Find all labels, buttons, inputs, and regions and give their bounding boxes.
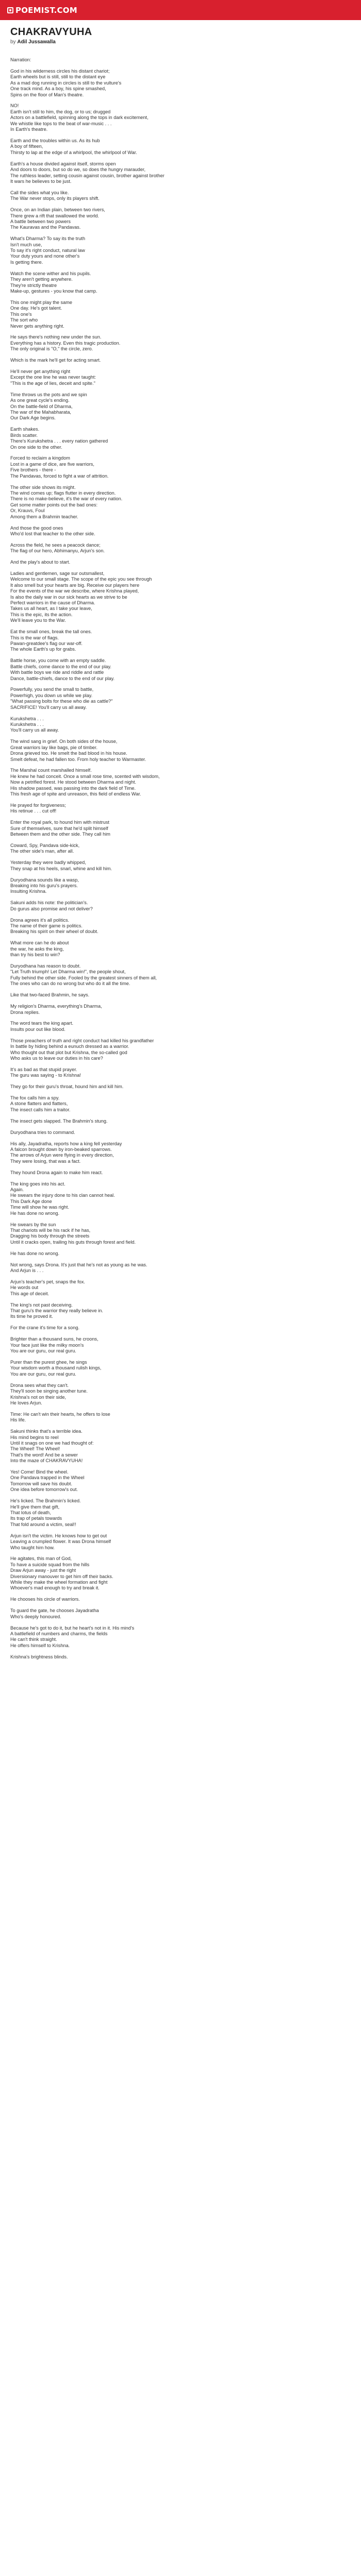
poem-line: Insulting Krishna. bbox=[10, 889, 47, 894]
stanza bbox=[10, 1325, 351, 1331]
poem-line: Its time he proved it. bbox=[10, 1314, 53, 1319]
poem-line: For the crane it's time for a song. bbox=[10, 1325, 80, 1331]
poem-line: SACRIFICE! You'll carry us all away. bbox=[10, 704, 87, 710]
stanza bbox=[10, 1608, 351, 1620]
stanza bbox=[10, 900, 351, 912]
poem-line: Insults pour out like blood. bbox=[10, 1026, 65, 1032]
poem-line: One idea before tomorrow's out. bbox=[10, 1487, 78, 1493]
poem-line: It's as bad as that stupid prayer. bbox=[10, 1066, 77, 1072]
stanza bbox=[10, 485, 351, 520]
poem-line: They go for their guru's throat, hound him and kill him. bbox=[10, 1084, 124, 1090]
stanza bbox=[10, 207, 351, 231]
poem-line: For the events of the war we describe, where Krishna played, bbox=[10, 588, 139, 594]
poem-line: The word tears the king apart. bbox=[10, 1021, 74, 1026]
poem-line: Except the one line he was never taught: bbox=[10, 375, 96, 380]
poem-line: Earth isn't still to him, the dog, or to us; drugged bbox=[10, 109, 111, 114]
stanza bbox=[10, 334, 351, 352]
poem-line: Do gurus also promise and not deliver? bbox=[10, 906, 93, 911]
poem-line: Who asks us to leave our duties in his care? bbox=[10, 1055, 103, 1061]
poem-line: Between them and the other side. They call him bbox=[10, 832, 110, 837]
poem-line: And those the good ones bbox=[10, 525, 63, 531]
poem-line: Smelt defeat, he had fallen too. From holy teacher to Warmaster. bbox=[10, 756, 146, 762]
poem-line: Until it snags on one we had thought of: bbox=[10, 1440, 94, 1446]
poem-line: Forced to reclaim a kingdom bbox=[10, 455, 70, 461]
poem-line: The wind comes up; flags flutter in every direction. bbox=[10, 490, 116, 496]
poem-line: He'll give them that gift, bbox=[10, 1504, 60, 1510]
poem-line: You'll carry us all away. bbox=[10, 727, 59, 733]
poem-line: In battle by hiding behind a eunuch dressed as a warrior. bbox=[10, 1044, 129, 1049]
poem-line: Those preachers of truth and right conduct had killed his grandfather bbox=[10, 1038, 154, 1043]
poem-line: A battle between two powers bbox=[10, 218, 71, 224]
poem-body bbox=[10, 57, 351, 1660]
poem-line: Sure of themselves, sure that he'd split himself bbox=[10, 825, 108, 831]
poem-line: Time will show he was right. bbox=[10, 1205, 70, 1210]
poem-line: Drona replies. bbox=[10, 1009, 40, 1015]
poem-line: Perfect warriors in the cause of Dharma. bbox=[10, 600, 95, 606]
poem-line: NO! bbox=[10, 103, 19, 109]
poem-line: The wind sang in grief. On both sides of the house, bbox=[10, 739, 118, 744]
poem-line: This Dark Age done bbox=[10, 1198, 52, 1204]
poem-line: We'll leave you to the War. bbox=[10, 618, 66, 623]
poem-line: What's Dharma? To say its the truth bbox=[10, 236, 86, 242]
poem-line: And doors to doors, but so do we, so does the hungry marauder, bbox=[10, 167, 146, 173]
poem-line: His mind begins to reel bbox=[10, 1434, 59, 1440]
poem-line: Until it cracks open, trailing his guts through forest and field. bbox=[10, 1239, 136, 1245]
poem-line: The War never stops, only its players shift. bbox=[10, 196, 100, 201]
poem-line: Dragging his body through the streets bbox=[10, 1233, 90, 1239]
poem-line: The other side shows its might. bbox=[10, 484, 76, 490]
poem-line: Again. bbox=[10, 1187, 24, 1193]
poem-line: The only original is "O," the circle, zero. bbox=[10, 346, 93, 352]
stanza bbox=[10, 138, 351, 156]
poem-line: "Let Truth triumph! Let Dharma win!", the people shout, bbox=[10, 969, 126, 975]
poem-line: Takes us all heart, as I take your leave, bbox=[10, 606, 92, 612]
poem-line: The king's not past deceiving. bbox=[10, 1302, 73, 1308]
stanza bbox=[10, 236, 351, 265]
poem-line: Duryodhana has reason to doubt. bbox=[10, 963, 81, 969]
poem-line: A stone flatters and flatters, bbox=[10, 1101, 68, 1107]
stanza bbox=[10, 526, 351, 537]
poem-line: Great warriors lay like bags, pie of timber. bbox=[10, 744, 98, 750]
stanza bbox=[10, 369, 351, 386]
stanza bbox=[10, 392, 351, 421]
poem-line: The flag of our hero, Abhimanyu, Arjun's son. bbox=[10, 548, 105, 554]
poem-line: Isn't much use, bbox=[10, 242, 42, 247]
poem-line: He swears the injury done to his clan cannot heal. bbox=[10, 1193, 115, 1198]
stanza bbox=[10, 1360, 351, 1377]
poem-line: Our Dark Age begins. bbox=[10, 415, 56, 421]
stanza bbox=[10, 571, 351, 624]
poem-line: His life. bbox=[10, 1417, 26, 1423]
poem-line: On the battle-field of Dharma, bbox=[10, 403, 73, 409]
poem-line: Is getting there. bbox=[10, 259, 43, 265]
poem-line: Its trap of petals towards bbox=[10, 1516, 62, 1521]
poem-line: Drona grieved too. He smelt the bad blood in his house. bbox=[10, 751, 127, 756]
poem-line: This fresh age of spite and unreason, this field of endless War. bbox=[10, 791, 141, 797]
poem-line: the war, he asks the king, bbox=[10, 946, 64, 952]
stanza bbox=[10, 658, 351, 682]
poem-line: The Pandavas, forced to fight a war of attrition. bbox=[10, 473, 109, 479]
poem-line: That lotus of death, bbox=[10, 1510, 51, 1515]
stanza bbox=[10, 1469, 351, 1493]
poem-line: That fold around a victim, seal!! bbox=[10, 1521, 76, 1527]
poem-line: That chariots will be his rack if he has, bbox=[10, 1227, 91, 1233]
poem-line: They hound Drona again to make him react. bbox=[10, 1170, 103, 1175]
poem-container bbox=[0, 20, 361, 2576]
poem-line: He has done no wrong. bbox=[10, 1210, 60, 1216]
poem-line: Your duty yours and none other's bbox=[10, 253, 80, 259]
poem-line: Like that two-faced Brahmin, he says. bbox=[10, 992, 90, 998]
poem-line: Who thought out that plot but Krishna, the so-called god bbox=[10, 1049, 127, 1055]
poem-line: This one might play the same bbox=[10, 299, 73, 305]
poem-line: Which is the mark he'll get for acting smart. bbox=[10, 358, 101, 363]
stanza bbox=[10, 1412, 351, 1423]
poem-line: A boy of fifteen, bbox=[10, 144, 43, 149]
poem-line: And the play's about to start. bbox=[10, 560, 71, 565]
poem-line: Thirsty to lap at the edge of a whirlpool, the whirlpool of War. bbox=[10, 149, 137, 155]
poem-line: Krishna's not on their side, bbox=[10, 1394, 66, 1400]
stanza bbox=[10, 1533, 351, 1551]
stanza bbox=[10, 1597, 351, 1602]
poem-line: With battle boys we ride and riddle and rattle bbox=[10, 670, 104, 675]
poem-line: The arrows of Arjun were flying in every direction, bbox=[10, 1153, 114, 1158]
poem-line: The guru was saying - to Krishna! bbox=[10, 1073, 81, 1078]
poem-line: Five brothers - there - bbox=[10, 467, 56, 473]
poem-line: Actors on a battlefield, spinning along the tops in dark excitement, bbox=[10, 115, 149, 121]
poem-line: His retinue . . . cut off! bbox=[10, 808, 57, 814]
poem-line: The insect gets slapped. The Brahmin's stung. bbox=[10, 1118, 108, 1124]
stanza bbox=[10, 161, 351, 185]
poem-line: Watch the scene wither and his pupils. bbox=[10, 270, 91, 276]
poem-line: Narration: bbox=[10, 57, 31, 62]
poem-line: Earth's a house divided against itself, storms open bbox=[10, 161, 116, 166]
poem-line: Eat the small ones, break the tall ones. bbox=[10, 629, 92, 635]
poem-line: That guru's the warrior they really believe in. bbox=[10, 1308, 103, 1314]
poem-line: There's Kurukshetra . . . every nation gathered bbox=[10, 438, 108, 444]
stanza bbox=[10, 69, 351, 98]
stanza bbox=[10, 1302, 351, 1320]
poem-line: His ally, Jayadratha, reports how a king fell yesterday bbox=[10, 1141, 122, 1146]
stanza bbox=[10, 820, 351, 837]
poem-line: He has done no wrong. bbox=[10, 1250, 60, 1256]
stanza bbox=[10, 103, 351, 132]
poem-line: Sakuni adds his note: the politician's. bbox=[10, 900, 88, 906]
poem-line: Battle horse, you come with an empty saddle. bbox=[10, 658, 106, 664]
poem-line: That's the word! And be a sewer bbox=[10, 1452, 78, 1458]
stanza bbox=[10, 190, 351, 202]
poem-line: Kurukshetra . . . bbox=[10, 721, 44, 727]
stanza bbox=[10, 300, 351, 329]
poem-line: Once, on an Indian plain, between two rivers, bbox=[10, 207, 105, 213]
stanza bbox=[10, 1222, 351, 1246]
poem-line: Yes! Come! Bind the wheel. bbox=[10, 1469, 69, 1475]
stanza bbox=[10, 1004, 351, 1015]
poem-line: Fully behind the other side. Fooled by the greatest sinners of them all, bbox=[10, 975, 157, 980]
poem-line: The whole Earth's up for grabs. bbox=[10, 647, 76, 652]
poem-line: Who's deeply honoured. bbox=[10, 1614, 61, 1619]
stanza bbox=[10, 629, 351, 653]
logo-text: POEMIST.COM bbox=[15, 5, 77, 15]
stanza bbox=[10, 57, 351, 63]
poem-line: Arjun's teacher's pet, snaps the fox. bbox=[10, 1279, 85, 1284]
poem-line: Your wisdom worth a thousand rulish kings, bbox=[10, 1365, 102, 1371]
poem-line: Powerhigh, you down us while we play. bbox=[10, 692, 93, 698]
stanza bbox=[10, 455, 351, 479]
poem-line: Earth wheels but is still, still to the distant eye bbox=[10, 74, 106, 80]
stanza bbox=[10, 1170, 351, 1176]
poem-line: This is the war of flags. bbox=[10, 635, 59, 640]
stanza bbox=[10, 877, 351, 895]
stanza bbox=[10, 1383, 351, 1406]
poem-line: They're strictly theatre bbox=[10, 282, 57, 288]
poem-line: To guard the gate, he chooses Jayadratha bbox=[10, 1608, 99, 1614]
stanza bbox=[10, 1130, 351, 1136]
poem-line: The fox calls him a spy. bbox=[10, 1095, 60, 1101]
poem-line: On one side to the other. bbox=[10, 444, 62, 450]
stanza bbox=[10, 803, 351, 815]
poem-line: Is also the daily war in our sick hearts as we strive to be bbox=[10, 594, 127, 600]
poem-line: Welcome to our small stage. The scope of the epic you see through bbox=[10, 577, 152, 582]
poem-line: Tomorrow will save his doubt. bbox=[10, 1481, 72, 1486]
stanza bbox=[10, 1118, 351, 1124]
stanza bbox=[10, 560, 351, 565]
poem-line: To have a suicide squad from the hills bbox=[10, 1562, 90, 1567]
poem-line: The war of the Mahabharata, bbox=[10, 410, 71, 415]
poem-line: God in his wilderness circles his distant chariot; bbox=[10, 68, 110, 74]
stanza bbox=[10, 1336, 351, 1354]
poem-line: Time: He can't win their hearts, he offers to lose bbox=[10, 1411, 110, 1417]
poem-line: Drona sees what they can't. bbox=[10, 1382, 69, 1388]
poem-line: Draw Arjun away - just the right bbox=[10, 1568, 76, 1573]
poem-line: As a mad dog running in circles is still to the vulture's bbox=[10, 80, 122, 86]
poem-line: They snap at his heels, snarl, whine and kill him. bbox=[10, 866, 112, 871]
poem-line: We whistle like tops to the beat of war-music . . . bbox=[10, 121, 112, 126]
poem-line: A battlefield of numbers and charms, the fields bbox=[10, 1631, 108, 1636]
poem-line: Ladies and gentlemen, sage sur outsmallest, bbox=[10, 571, 105, 577]
poemist-logo-icon bbox=[7, 7, 13, 13]
stanza bbox=[10, 992, 351, 998]
poem-line: He swears by the sun bbox=[10, 1222, 56, 1227]
poem-line: The insect calls him a traitor. bbox=[10, 1107, 71, 1112]
poem-line: It wars he believes to be just. bbox=[10, 178, 72, 184]
poem-line: As one great cycle's ending. bbox=[10, 398, 70, 403]
poem-line: Battle chiefs, come dance to the end of our play. bbox=[10, 664, 111, 669]
poem-line: Who taught him how. bbox=[10, 1545, 55, 1550]
stanza bbox=[10, 358, 351, 363]
poem-line: Call the sides what you like. bbox=[10, 190, 69, 195]
poem-line: Never gets anything right. bbox=[10, 323, 64, 329]
poem-line: This one's bbox=[10, 311, 32, 317]
author-link[interactable]: Adil Jussawalla bbox=[17, 39, 56, 45]
poem-line: He chooses his circle of warriors. bbox=[10, 1597, 80, 1602]
site-logo[interactable] bbox=[7, 6, 77, 15]
by-label: by bbox=[10, 39, 16, 45]
poem-line: In Earth's theatre. bbox=[10, 127, 48, 132]
poem-line: The Wheel! The Wheel! bbox=[10, 1446, 60, 1452]
poem-line: The sort who bbox=[10, 317, 38, 323]
poem-line: Powerfully, you send the small to battle, bbox=[10, 687, 94, 692]
stanza bbox=[10, 739, 351, 762]
poem-line: Now a petrified forest. He stood between Dharma and night. bbox=[10, 779, 137, 785]
stanza bbox=[10, 543, 351, 554]
poem-line: "What passing bolts for these who die as cattle?" bbox=[10, 699, 113, 704]
poem-line: They were losing, that was a fact. bbox=[10, 1158, 81, 1164]
poem-line: There grew a rift that swallowed the world. bbox=[10, 213, 100, 218]
poem-line: Everything has a history. Even this tragic production. bbox=[10, 340, 121, 346]
stanza bbox=[10, 1429, 351, 1464]
poem-line: Across the field, he sees a peacock dance; bbox=[10, 542, 101, 548]
poem-line: Birds scatter. bbox=[10, 432, 38, 438]
stanza bbox=[10, 1654, 351, 1660]
poem-line: Krishna's brightness blinds. bbox=[10, 1654, 68, 1659]
poem-line: He knew he had conceit. Once a small rose time, scented with wisdom, bbox=[10, 773, 160, 779]
poem-line: Yesterday they were badly whipped, bbox=[10, 860, 86, 866]
poem-line: Diversionary manouver to get him off their backs. bbox=[10, 1573, 113, 1579]
poem-line: Time throws us the pots and we spin bbox=[10, 392, 87, 397]
poem-line: Not wrong, says Drona. It's just that he's not as young as he was. bbox=[10, 1262, 147, 1267]
poem-line: Sakuni thinks that's a terrible idea. bbox=[10, 1429, 83, 1434]
poem-line: Among them a Brahmin teacher. bbox=[10, 514, 78, 519]
poem-line: The king goes into his act. bbox=[10, 1181, 65, 1187]
poem-line: His shadow passed, was passing into the dark field of Time. bbox=[10, 785, 136, 791]
poem-line: Make-up, gestures - you know that camp. bbox=[10, 289, 97, 294]
poem-line: Purer than the purest ghee, he sings bbox=[10, 1359, 87, 1365]
poem-line: They'll soon be singing another tune. bbox=[10, 1388, 88, 1394]
stanza bbox=[10, 1625, 351, 1649]
poem-line: Brighter than a thousand suns, he croons, bbox=[10, 1336, 99, 1342]
poem-line: Earth shakes. bbox=[10, 427, 40, 432]
stanza bbox=[10, 1279, 351, 1297]
poem-line: "This is the age of lies, deceit and spite." bbox=[10, 380, 95, 386]
stanza bbox=[10, 1095, 351, 1113]
poem-line: A falcon brought down by iron-beaked sparrows. bbox=[10, 1147, 112, 1152]
poem-line: There is no make-believe, it's the war of every nation. bbox=[10, 496, 123, 502]
stanza bbox=[10, 768, 351, 797]
poem-line: than try his best to win? bbox=[10, 952, 60, 958]
poem-line: Coward, Spy, Pandava side-kick, bbox=[10, 842, 80, 848]
poem-line: To say it's right conduct, natural law bbox=[10, 248, 85, 253]
stanza bbox=[10, 687, 351, 710]
poem-line: He'll never get anything right bbox=[10, 369, 71, 375]
poem-line: The other side's man, after all. bbox=[10, 849, 74, 854]
poem-line: He prayed for forgiveness; bbox=[10, 802, 66, 808]
stanza bbox=[10, 1141, 351, 1165]
poem-line: Duryodhana tries to command. bbox=[10, 1129, 75, 1135]
poem-line: Duryodhana sounds like a wasp, bbox=[10, 877, 79, 883]
poem-line: Earth and the troubles within us. As its hub bbox=[10, 138, 100, 143]
poem-line: This age of deceit. bbox=[10, 1291, 50, 1296]
poem-line: One Pandava trapped in the Wheel bbox=[10, 1475, 85, 1481]
stanza bbox=[10, 716, 351, 734]
poem-line: Who'd lost that teacher to the other side. bbox=[10, 531, 95, 536]
poem-line: This is the epic, its the action. bbox=[10, 612, 73, 617]
stanza bbox=[10, 1021, 351, 1032]
poem-line: He offers himself to Krishna. bbox=[10, 1642, 70, 1648]
poem-line: He words out bbox=[10, 1285, 39, 1291]
poem-line: The name of their game is politics. bbox=[10, 923, 83, 929]
stanza bbox=[10, 1556, 351, 1591]
stanza bbox=[10, 1038, 351, 1062]
poem-line: You are our guru, our real guru. bbox=[10, 1371, 76, 1377]
poem-line: Dance, battle-chiefs, dance to the end of our play. bbox=[10, 675, 115, 681]
stanza bbox=[10, 1498, 351, 1528]
poem-line: The Kauravas and the Pandavas. bbox=[10, 225, 81, 230]
poem-line: And Arjun is . . . bbox=[10, 1268, 44, 1273]
poem-line: Leaving a crumpled flower. It was Drona himself bbox=[10, 1539, 111, 1545]
poem-line: Breaking into his guru's prayers. bbox=[10, 883, 78, 888]
poem-line: The ruthless leader, setting cousin against cousin, brother against brother bbox=[10, 173, 165, 178]
poem-line: Get some matter points out the bad ones: bbox=[10, 502, 98, 507]
poem-line: Because he's got to do it, but he heart's not in it. His mind's bbox=[10, 1625, 135, 1631]
stanza bbox=[10, 1262, 351, 1274]
poem-line: Pawan-greatdee's flag our war-off. bbox=[10, 641, 83, 646]
poem-line: He can't think straight. bbox=[10, 1637, 57, 1642]
poem-line: The Marshal count marshalled himself. bbox=[10, 768, 92, 773]
poem-line: One track mind. As a boy, his spine smashed, bbox=[10, 86, 106, 92]
stanza bbox=[10, 1181, 351, 1216]
stanza bbox=[10, 271, 351, 295]
byline bbox=[10, 39, 351, 45]
poem-line: You are our guru, our real guru. bbox=[10, 1348, 76, 1354]
stanza bbox=[10, 1084, 351, 1090]
poem-line: Spins on the floor of Man's theatre. bbox=[10, 92, 84, 97]
poem-line: Kurukshetra . . . bbox=[10, 716, 44, 721]
poem-line: He says there's nothing new under the sun. bbox=[10, 334, 102, 340]
poem-line: It also smell but your hearts are big. Receive our players here bbox=[10, 582, 140, 588]
poem-line: What more can he do about bbox=[10, 940, 69, 946]
stanza bbox=[10, 427, 351, 450]
poem-line: The ones who can do no wrong but who do it all the time. bbox=[10, 981, 130, 987]
poem-line: Lost in a game of dice, are five warriors, bbox=[10, 461, 94, 467]
stanza bbox=[10, 1067, 351, 1079]
poem-line: While they make the wheel formation and fight bbox=[10, 1580, 108, 1585]
poem-line: He loves Arjun. bbox=[10, 1400, 42, 1405]
poem-line: One day. He's got talent. bbox=[10, 306, 62, 311]
stanza bbox=[10, 843, 351, 855]
poem-line: My religion's Dharma, everything's Dharma, bbox=[10, 1004, 102, 1009]
stanza bbox=[10, 918, 351, 935]
poem-line: They aren't getting anywhere. bbox=[10, 277, 73, 282]
stanza bbox=[10, 963, 351, 987]
poem-line: Your face just like the milky moon's bbox=[10, 1342, 84, 1348]
poem-title: CHAKRAVYUHA bbox=[10, 26, 92, 38]
poem-line: Into the maze of CHAKRAVYUHA! bbox=[10, 1458, 83, 1464]
poem-line: Enter the royal park, to hound him with mistrust bbox=[10, 820, 109, 825]
stanza bbox=[10, 860, 351, 872]
stanza bbox=[10, 940, 351, 958]
site-header bbox=[0, 0, 361, 20]
poem-line: He agitates, this man of God, bbox=[10, 1556, 72, 1562]
poem-line: Whoever's mad enough to try and break it. bbox=[10, 1585, 100, 1591]
stanza bbox=[10, 1251, 351, 1257]
poem-line: He's licked. The Brahmin's licked. bbox=[10, 1498, 81, 1504]
poem-line: Or, Krauvs, Foul bbox=[10, 508, 45, 514]
poem-line: Drona agrees it's all politics. bbox=[10, 917, 70, 923]
poem-line: Arjun isn't the victim. He knows how to get out bbox=[10, 1533, 107, 1538]
poem-line: Breaking his spirit on their wheel of doubt. bbox=[10, 929, 99, 935]
